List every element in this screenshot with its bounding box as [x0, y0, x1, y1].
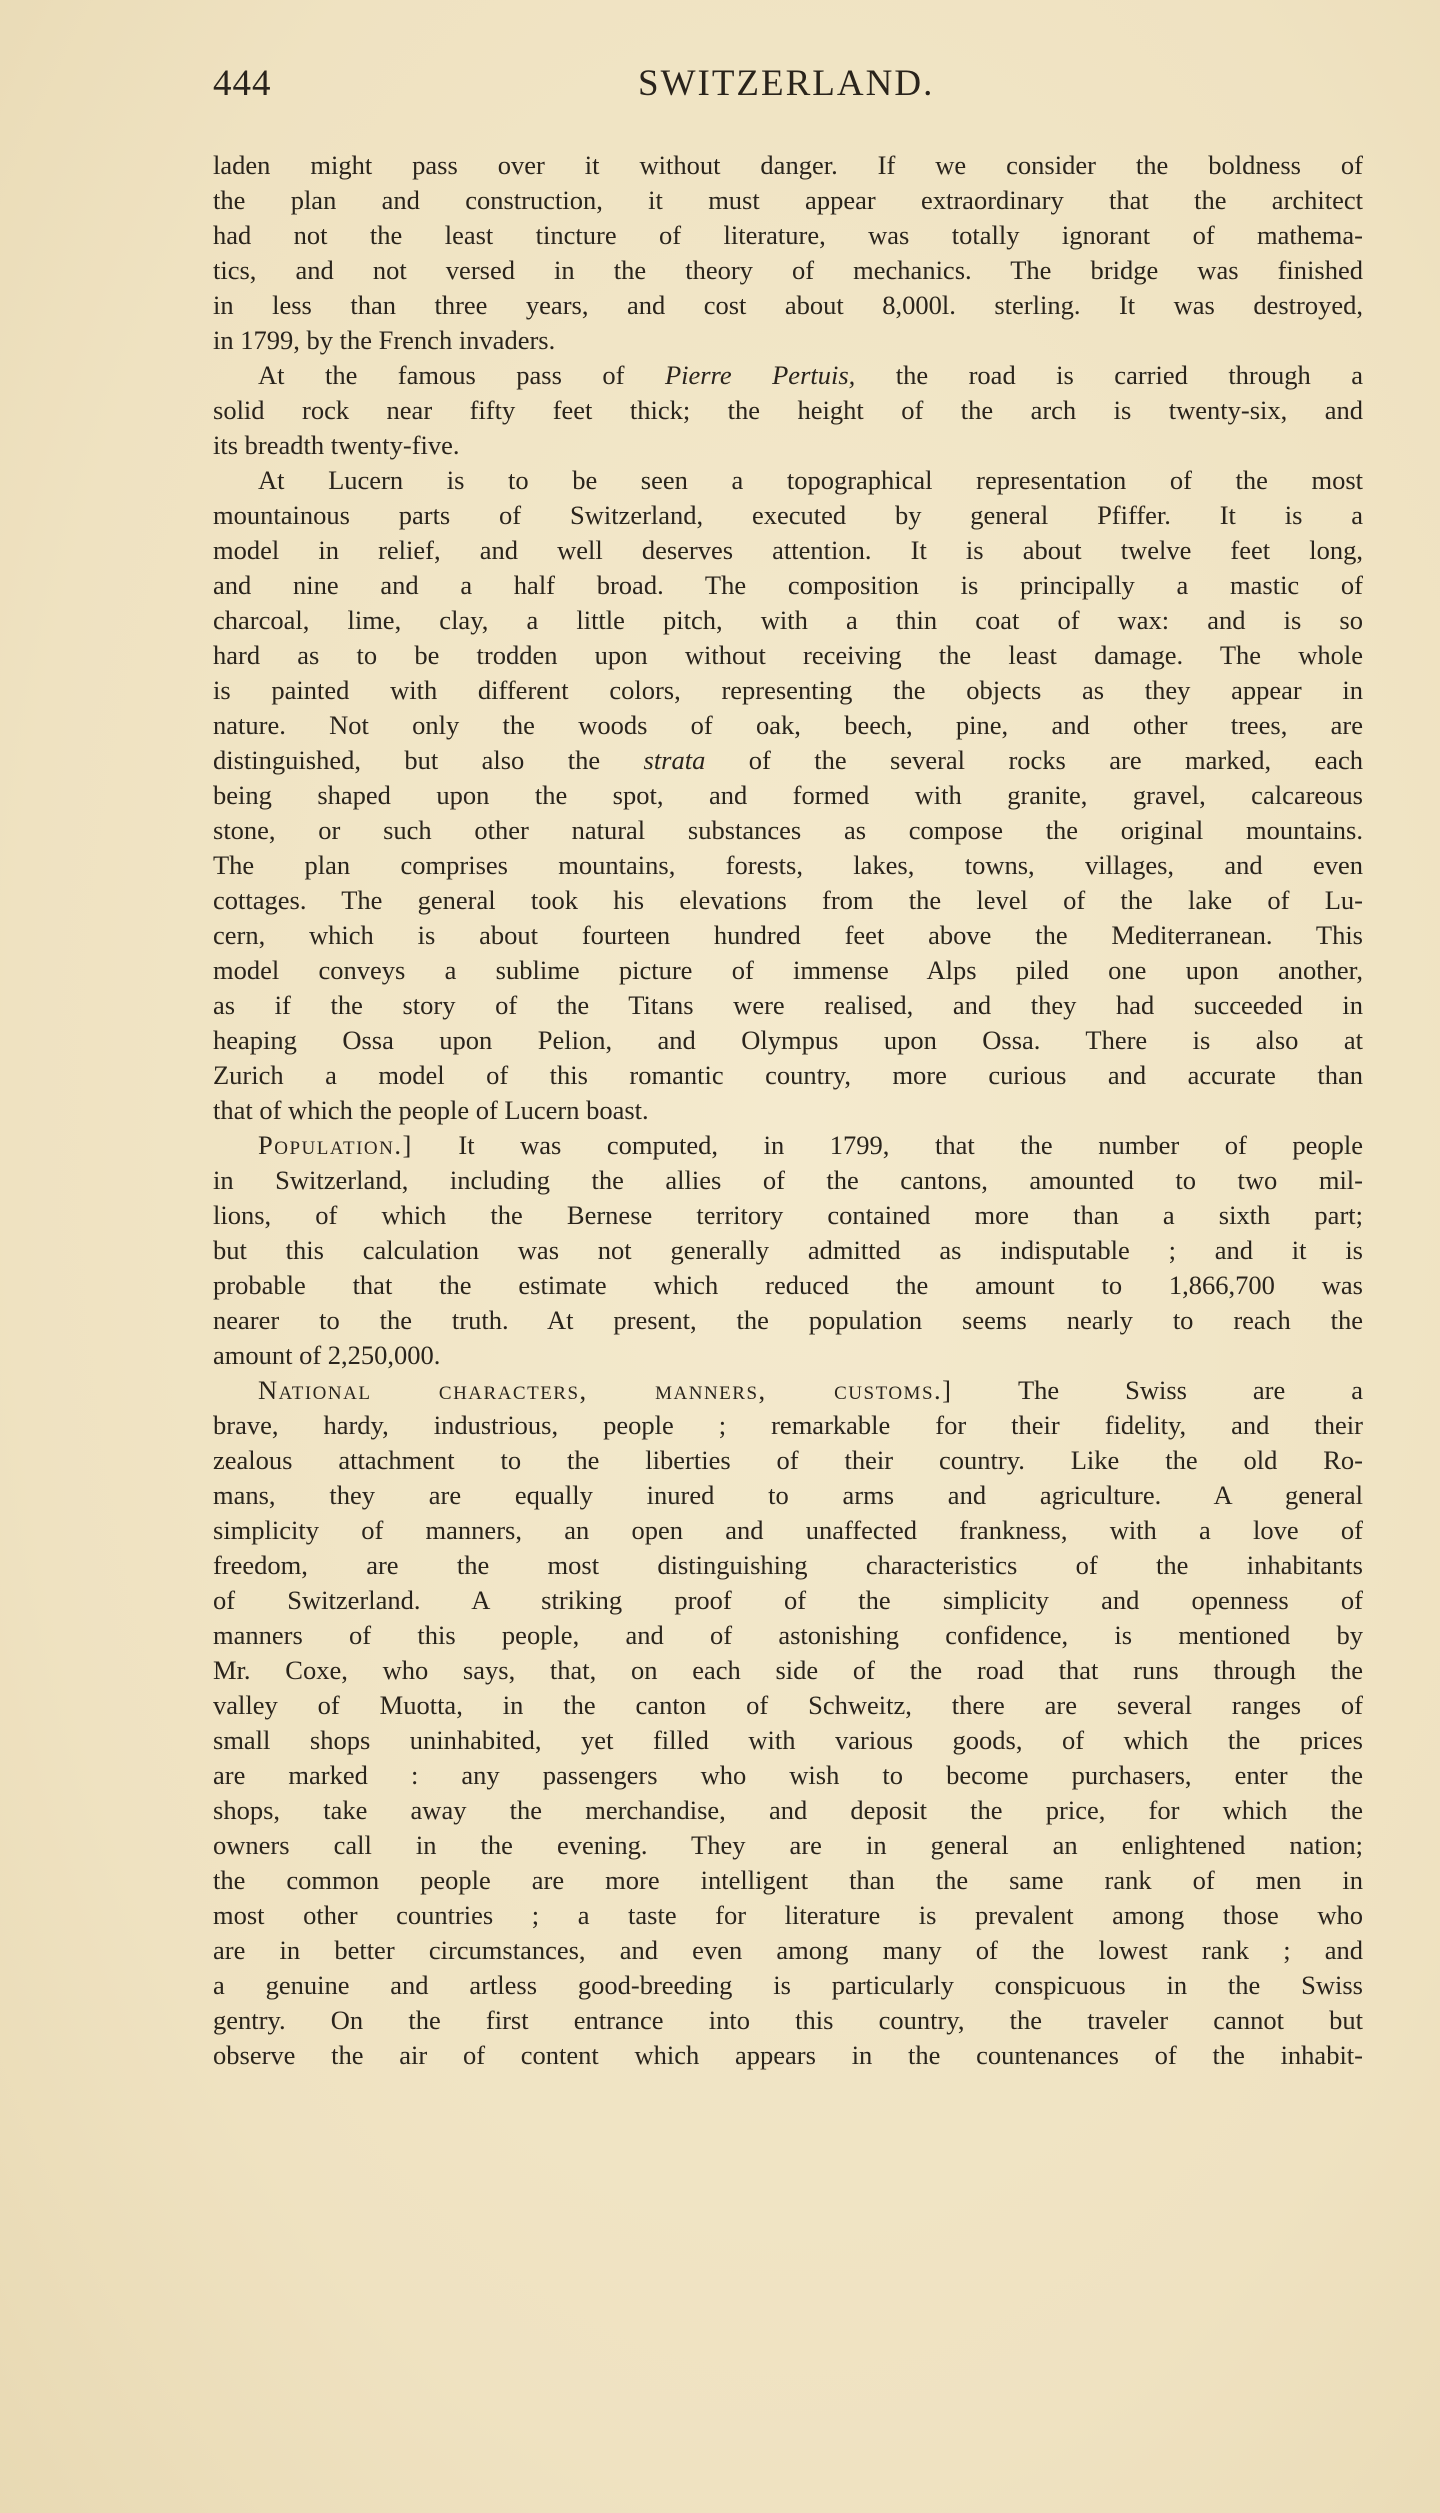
text-line: charcoal, lime, clay, a little pitch, with a thin coat of wax: and is so	[213, 605, 1363, 635]
text-line: but this calculation was not generally admitted as indisputable ; and it is	[213, 1235, 1363, 1265]
text-line: and nine and a half broad. The composition is principally a mastic of	[213, 570, 1363, 600]
text-line: lions, of which the Bernese territory contained more than a sixth part;	[213, 1200, 1363, 1230]
text-line: simplicity of manners, an open and unaffected frankness, with a love of	[213, 1515, 1363, 1545]
text-line: model in relief, and well deserves attention. It is about twelve feet long,	[213, 535, 1363, 565]
text-line: owners call in the evening. They are in general an enlightened nation;	[213, 1830, 1363, 1860]
text-line: of Switzerland. A striking proof of the simplicity and openness of	[213, 1585, 1363, 1615]
section-heading-population: Population.]	[258, 1130, 413, 1160]
text-line: stone, or such other natural substances as compose the original mountains.	[213, 815, 1363, 845]
text-run: of the several rocks are marked, each	[748, 745, 1363, 775]
section-heading-national-characters: National characters, manners, customs.]	[258, 1375, 953, 1405]
text-line: shops, take away the merchandise, and deposit the price, for which the	[213, 1795, 1363, 1825]
text-line: valley of Muotta, in the canton of Schweitz, there are several ranges of	[213, 1690, 1363, 1720]
page-header	[213, 62, 1363, 112]
text-line: nature. Not only the woods of oak, beech, pine, and other trees, are	[213, 710, 1363, 740]
text-line: the plan and construction, it must appear extraordinary that the architect	[213, 185, 1363, 215]
text-line: in less than three years, and cost about 8,000l. sterling. It was destroyed,	[213, 290, 1363, 320]
text-line	[213, 743, 1363, 778]
text-line: cottages. The general took his elevations from the level of the lake of Lu-	[213, 885, 1363, 915]
page-number: 444	[213, 63, 272, 104]
text-line: is painted with different colors, representing the objects as they appear in	[213, 675, 1363, 705]
text-line: At Lucern is to be seen a topographical representation of the most	[258, 465, 1363, 495]
text-line: small shops uninhabited, yet filled with various goods, of which the prices	[213, 1725, 1363, 1755]
text-line: are marked : any passengers who wish to become purchasers, enter the	[213, 1760, 1363, 1790]
text-line: nearer to the truth. At present, the population seems nearly to reach the	[213, 1305, 1363, 1335]
text-line: its breadth twenty-five.	[213, 430, 460, 460]
text-line: the common people are more intelligent than the same rank of men in	[213, 1865, 1363, 1895]
text-line: heaping Ossa upon Pelion, and Olympus upon Ossa. There is also at	[213, 1025, 1363, 1055]
text-line: as if the story of the Titans were realised, and they had succeeded in	[213, 990, 1363, 1020]
text-line: Zurich a model of this romantic country, more curious and accurate than	[213, 1060, 1363, 1090]
text-line: model conveys a sublime picture of immense Alps piled one upon another,	[213, 955, 1363, 985]
text-line: amount of 2,250,000.	[213, 1340, 441, 1370]
running-head: SWITZERLAND.	[638, 63, 935, 104]
text-line: a genuine and artless good-breeding is particularly conspicuous in the Swiss	[213, 1970, 1363, 2000]
text-run: The Swiss are a	[1017, 1375, 1363, 1405]
text-line: Mr. Coxe, who says, that, on each side of the road that runs through the	[213, 1655, 1363, 1685]
text-line: zealous attachment to the liberties of their country. Like the old Ro-	[213, 1445, 1363, 1475]
text-line: freedom, are the most distinguishing characteristics of the inhabitants	[213, 1550, 1363, 1580]
text-line: brave, hardy, industrious, people ; remarkable for their fidelity, and their	[213, 1410, 1363, 1440]
text-line: hard as to be trodden upon without receiving the least damage. The whole	[213, 640, 1363, 670]
text-line: laden might pass over it without danger. If we consider the boldness of	[213, 150, 1363, 180]
text-line: mountainous parts of Switzerland, executed by general Pfiffer. It is a	[213, 500, 1363, 530]
text-run: It was computed, in 1799, that the number of people	[458, 1130, 1363, 1160]
text-line	[213, 358, 1363, 393]
text-line: mans, they are equally inured to arms and agriculture. A general	[213, 1480, 1363, 1510]
body-text	[213, 148, 1363, 2073]
text-line	[213, 1373, 1363, 1408]
text-line	[213, 1128, 1363, 1163]
text-line: being shaped upon the spot, and formed with granite, gravel, calcareous	[213, 780, 1363, 810]
text-line: The plan comprises mountains, forests, lakes, towns, villages, and even	[213, 850, 1363, 880]
text-run: distinguished, but also the	[213, 745, 601, 775]
text-line: are in better circumstances, and even among many of the lowest rank ; and	[213, 1935, 1363, 1965]
text-line: that of which the people of Lucern boast.	[213, 1095, 649, 1125]
text-run: the road is carried through a	[895, 360, 1363, 390]
text-line: had not the least tincture of literature, was totally ignorant of mathema-	[213, 220, 1363, 250]
text-line: solid rock near fifty feet thick; the height of the arch is twenty-six, and	[213, 395, 1363, 425]
italic-place-name: Pierre Pertuis,	[664, 360, 856, 390]
text-run: At the famous pass of	[258, 360, 625, 390]
text-line: most other countries ; a taste for literature is prevalent among those who	[213, 1900, 1363, 1930]
text-line: observe the air of content which appears in the countenances of the inhabit-	[213, 2040, 1363, 2070]
text-line: in 1799, by the French invaders.	[213, 325, 556, 355]
italic-term: strata	[643, 745, 706, 775]
text-line: in Switzerland, including the allies of the cantons, amounted to two mil-	[213, 1165, 1363, 1195]
text-line: gentry. On the first entrance into this country, the traveler cannot but	[213, 2005, 1363, 2035]
text-line: cern, which is about fourteen hundred feet above the Mediterranean. This	[213, 920, 1363, 950]
text-line: manners of this people, and of astonishing confidence, is mentioned by	[213, 1620, 1363, 1650]
text-line: tics, and not versed in the theory of mechanics. The bridge was finished	[213, 255, 1363, 285]
text-line: probable that the estimate which reduced the amount to 1,866,700 was	[213, 1270, 1363, 1300]
